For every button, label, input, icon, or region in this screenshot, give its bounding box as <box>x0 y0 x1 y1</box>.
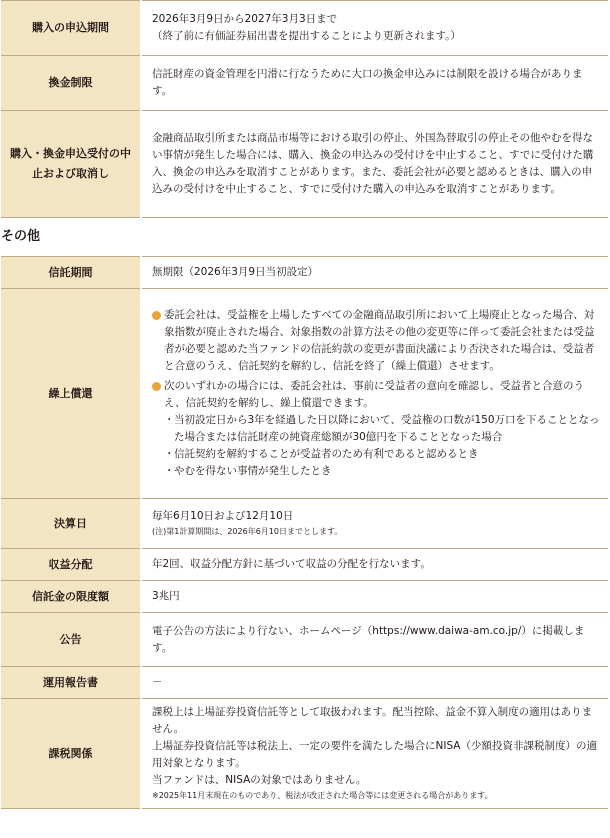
row-label-redemption-limit: 換金制限 <box>1 56 141 111</box>
row-label-distribution: 収益分配 <box>1 549 141 581</box>
row-value-suspension: 金融商品取引所または商品市場等における取引の停止、外国為替取引の停止その他やむを得ない事情が発生した場合には、購入、換金の申込みの受付けを中止すること、すでに受付けた購入、換金の申込みを取消すことがあります。また、委託会社が必要と認めるときは、購入の申込みの受付けを中止すること、すでに受付けた購入の申込みを取消すことがあります。 <box>141 111 608 218</box>
table-row <box>1 613 608 667</box>
row-value-early-redemption <box>141 289 608 499</box>
row-label-management-report: 運用報告書 <box>1 667 141 699</box>
redemption-sub-list <box>164 412 602 480</box>
other-info-table <box>1 256 608 809</box>
redemption-bullet-1-text: 委託会社は、受益権を上場したすべての金融商品取引所において上場廃止となった場合、対象指数が廃止された場合、対象指数の計算方法その他の変更等に伴って委託会社または受益者が必要と認めた当ファンドの信託約款の変更が書面決議により否決された場合は、受益者と合意のうえ、信託契約を解約し、信託を終了（繰上償還）させます。 <box>164 309 595 372</box>
redemption-bullet-2-text: 次のいずれかの場合には、委託会社は、事前に受益者の意向を確認し、受益者と合意のうえ、信託契約を解約し、繰上償還できます。 <box>164 380 584 409</box>
bullet-dot-icon <box>152 382 161 391</box>
table-row <box>1 1 608 56</box>
table-row <box>1 56 608 111</box>
tax-para-3: 当ファンドは、NISAの対象ではありません。 <box>152 774 367 786</box>
row-label-suspension: 購入・換金申込受付の中止および取消し <box>1 111 141 218</box>
row-label-settlement-date: 決算日 <box>1 499 141 549</box>
redemption-bullet-1 <box>152 307 602 375</box>
row-value-distribution: 年2回、収益分配方針に基づいて収益の分配を行ないます。 <box>141 549 608 581</box>
row-label-trust-period: 信託期間 <box>1 257 141 289</box>
row-value-management-report: － <box>141 667 608 699</box>
row-label-purchase-period: 購入の申込期間 <box>1 1 141 56</box>
list-item: ・ 信託契約を解約することが受益者のため有利であると認めるとき <box>164 446 602 463</box>
row-value-trust-period: 無期限（2026年3月9日当初設定） <box>141 257 608 289</box>
table-row <box>1 257 608 289</box>
table-row <box>1 289 608 499</box>
row-label-public-notice: 公告 <box>1 613 141 667</box>
list-item: ・ 当初設定日から3年を経過した日以降において、受益権の口数が150万口を下ることとなった場合または信託財産の純資産総額が30億円を下ることとなった場合 <box>164 412 602 446</box>
row-value-settlement-date <box>141 499 608 549</box>
settlement-date-text: 毎年6月10日および12月10日 <box>152 510 294 522</box>
settlement-date-note: (注)第1計算期間は、2026年6月10日までとします。 <box>152 527 343 536</box>
row-value-trust-limit: 3兆円 <box>141 581 608 613</box>
row-label-trust-limit: 信託金の限度額 <box>1 581 141 613</box>
purchase-period-note: （終了前に有価証券届出書を提出することにより更新されます。） <box>152 30 461 42</box>
bullet-dot-icon <box>152 311 161 320</box>
table-row <box>1 667 608 699</box>
tax-para-2: 上場証券投資信託等は税法上、一定の要件を満たした場合にNISA（少額投資非課税制度）の適用対象となります。 <box>152 740 597 769</box>
purchase-info-table <box>1 0 608 218</box>
row-value-redemption-limit: 信託財産の資金管理を円滑に行なうために大口の換金申込みには制限を設ける場合があります。 <box>141 56 608 111</box>
table-row <box>1 549 608 581</box>
row-value-public-notice: 電子公告の方法により行ない、ホームページ（https://www.daiwa-am.co.jp/）に掲載します。 <box>141 613 608 667</box>
tax-para-1: 課税上は上場証券投資信託等として取扱われます。配当控除、益金不算入制度の適用はありません。 <box>152 706 593 735</box>
section-title-other: その他 <box>1 229 41 244</box>
table-row <box>1 581 608 613</box>
row-value-purchase-period <box>141 1 608 56</box>
redemption-bullet-2 <box>152 378 602 480</box>
table-row <box>1 111 608 218</box>
tax-note: ※2025年11月末現在のものであり、税法が改正された場合等には変更される場合があります。 <box>152 791 493 800</box>
table-row <box>1 499 608 549</box>
list-item: ・ やむを得ない事情が発生したとき <box>164 463 602 480</box>
purchase-period-text: 2026年3月9日から2027年3月3日まで <box>152 13 338 25</box>
row-label-taxation: 課税関係 <box>1 699 141 809</box>
table-row <box>1 699 608 809</box>
row-label-early-redemption: 繰上償還 <box>1 289 141 499</box>
row-value-taxation <box>141 699 608 809</box>
